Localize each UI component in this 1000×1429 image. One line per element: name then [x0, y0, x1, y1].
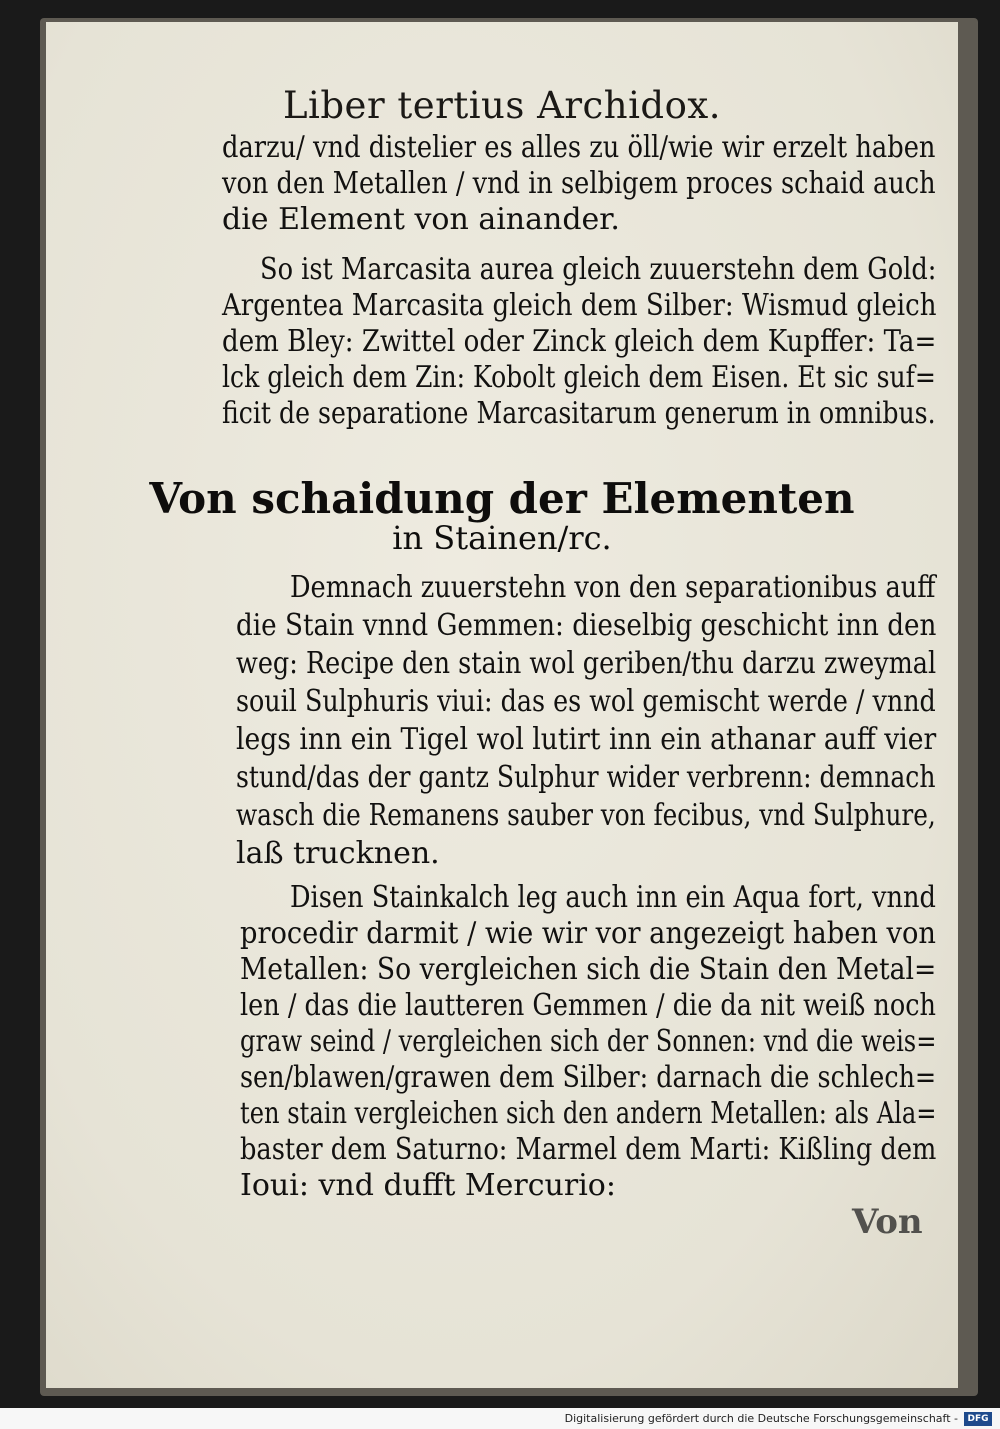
funding-note: Digitalisierung gefördert durch die Deutsche Forschungsgemeinschaft - — [564, 1412, 958, 1425]
text-line: souil Sulphuris viui: das es wol gemischt werde / vnnd — [236, 684, 936, 719]
book-page — [46, 22, 958, 1388]
text-line: darzu/ vnd distelier es alles zu öll/wie wir erzelt haben — [222, 130, 936, 165]
text-line: stund/das der gantz Sulphur wider verbrenn: demnach — [236, 760, 936, 795]
text-line: wasch die Remanens sauber von fecibus, vnd Sulphure, — [236, 798, 936, 833]
text-line: baster dem Saturno: Marmel dem Marti: Kißling dem — [240, 1132, 937, 1167]
text-line: So ist Marcasita aurea gleich zuuerstehn dem Gold: — [260, 252, 937, 287]
running-head: Liber tertius Archidox. — [282, 84, 722, 127]
text-line: Demnach zuuerstehn von den separationibus auff — [290, 570, 936, 605]
text-line: legs inn ein Tigel wol lutirt inn ein athanar auff vier — [236, 722, 937, 757]
text-line: ficit de separatione Marcasitarum generum in omnibus. — [222, 396, 936, 431]
section-subheading: in Stainen/rc. — [392, 519, 612, 557]
text-line: von den Metallen / vnd in selbigem proces schaid auch — [222, 166, 936, 201]
text-line: Ioui: vnd dufft Mercurio: — [240, 1168, 616, 1203]
text-line: dem Bley: Zwittel oder Zinck gleich dem Kupffer: Ta= — [222, 324, 937, 359]
text-line: Argentea Marcasita gleich dem Silber: Wismud gleich — [222, 288, 937, 323]
text-line: die Stain vnnd Gemmen: dieselbig geschicht inn den — [236, 608, 937, 643]
text-line: len / das die lautteren Gemmen / die da nit weiß noch — [240, 988, 936, 1023]
text-line: lck gleich dem Zin: Kobolt gleich dem Eisen. Et sic suf= — [222, 360, 936, 395]
text-line: weg: Recipe den stain wol geriben/thu darzu zweymal — [236, 646, 937, 681]
text-line: procedir darmit / wie wir vor angezeigt haben von — [240, 916, 936, 951]
text-line: laß trucknen. — [236, 836, 440, 871]
text-line: graw seind / vergleichen sich der Sonnen: vnd die weis= — [240, 1024, 937, 1059]
text-line: ten stain vergleichen sich den andern Metallen: als Ala= — [240, 1096, 937, 1131]
text-line: Metallen: So vergleichen sich die Stain den Metal= — [240, 952, 937, 987]
digitization-footer — [0, 1408, 1000, 1429]
dfg-logo: DFG — [964, 1412, 992, 1426]
section-heading: Von schaidung der Elementen — [149, 474, 855, 523]
text-line: Disen Stainkalch leg auch inn ein Aqua fort, vnnd — [290, 880, 936, 915]
text-line: sen/blawen/grawen dem Silber: darnach die schlech= — [240, 1060, 937, 1095]
catchword: Von — [852, 1202, 923, 1242]
text-line: die Element von ainander. — [222, 202, 620, 237]
